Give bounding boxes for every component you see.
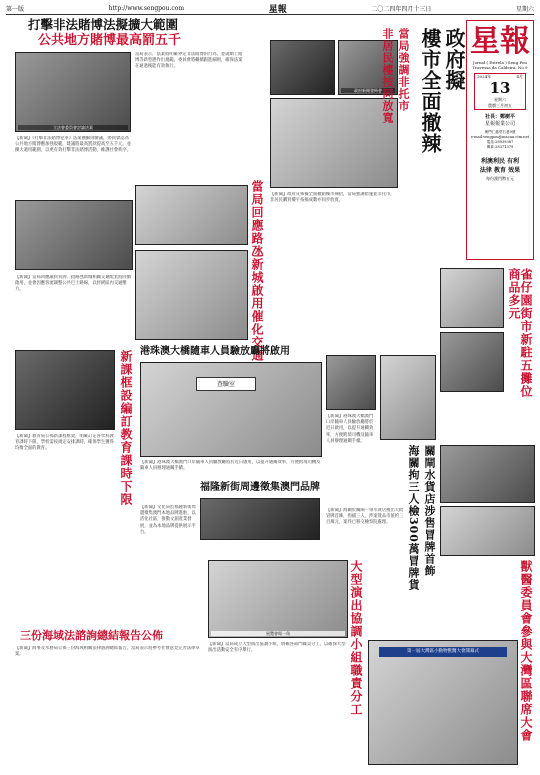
seizure-headline-2: 海關拘三人檢300萬冒牌貨: [407, 445, 420, 591]
publisher-label: 社長: [484, 113, 495, 120]
contact-line: 傳真:28371379: [486, 144, 514, 149]
conference-photo: [15, 200, 133, 270]
market-photo-2: [440, 332, 504, 392]
date-lunar: 農曆三月初五: [488, 102, 512, 108]
publisher-name: 鄭樹平: [500, 113, 516, 120]
motto-line-2: 法律 教育 效果: [479, 166, 521, 174]
policy-photo-caption: 政府新聞發佈會: [341, 88, 395, 93]
gambling-subheadline: 公共地方賭博最高罰五千: [38, 33, 182, 48]
page-label: 第一版: [6, 6, 25, 13]
market-photo-1: [440, 268, 504, 328]
contact-line: 澳門仁慈堂右巷9號: [484, 129, 516, 134]
checkpoint-text: 【新聞】港珠澳大橋澳門口岸隨車人員驗放廳將於近日啟用，以提升通關效率，方便跨境司機及隨車人員辦理通關手續。: [326, 414, 374, 444]
border-sign: 查驗室: [196, 377, 256, 391]
vet-conference-photo: [368, 640, 518, 765]
policy-headline-1: 政府擬: [442, 28, 466, 91]
border-photo: [140, 362, 322, 457]
curriculum-headline: 新課框設編訂教育課時下限: [119, 350, 133, 506]
gambling-col2-text: 當局表示，法案將明確界定非法賭博的行為，並就網上賭博等新型態作出規範。委員會將繼續跟進細則，確保法案在通過後能有效執行。: [135, 52, 243, 70]
contact-line: 電話:28939387: [486, 139, 514, 144]
curriculum-text: 【新聞】教青局公佈新課程框架，明確訂定各學科教育課時下限，學校需按規定安排課時，確保學生獲得均衡全面的教育。: [15, 434, 114, 452]
border-headline: 港珠澳大橋隨車人員驗放廳將啟用: [140, 346, 290, 357]
trade-headline: 雀仔園街市新駐五攤位商品多元: [507, 268, 533, 398]
seizure-headline-1: 關閘水貨店涉售冒牌首飾: [423, 445, 436, 577]
policy-text: 【新聞】政府宣佈擬全面撤銷樓市辣招，當局強調措施並非托市，非居民購買樓宇按揭成數亦同步放寬。: [270, 192, 395, 204]
law-text: 【新聞】海事及水務局公佈三份海域相關法律諮詢總結報告，當局表示將參考社會意見完善法律草案。: [15, 646, 200, 658]
header-weekday: 星期六: [515, 6, 534, 13]
seizure-text: 【新聞】海關於關閘一帶水貨店搜出大批冒牌首飾，拘捕三人，涉案貨品市值約三百萬元，案件已移交檢察院處理。: [326, 508, 404, 526]
policy-kicker-2: 非居民樓按同放寬: [381, 28, 394, 124]
seized-goods-photo-2: [440, 506, 535, 556]
seized-goods-photo-1: [440, 445, 535, 503]
motto-line-1: 利澳利民 有利: [480, 157, 520, 165]
housing-photo: [270, 98, 398, 188]
header-paper-name: 星報: [268, 5, 287, 15]
masthead-address: Travessa da Caldeira, No.9: [472, 65, 528, 70]
website[interactable]: http://www.sengpou.com: [108, 5, 185, 12]
exhibition-photo-caption: 展覽會場一角: [211, 631, 345, 636]
vet-headline: 獸醫委員會參與大灣區聯席大會: [519, 560, 533, 742]
date-year: 2024年: [477, 74, 492, 79]
price: 每份澳門幣五元: [486, 175, 514, 181]
contact-block: [467, 130, 533, 150]
fashion-photo: [200, 498, 320, 540]
rail-text: 【新聞】當局回應議員質詢，指路氹新城相關交通配套將陸續啟用，並會因應客流調整公共巴士路線，以紓緩區內交通壓力。: [15, 275, 132, 293]
exhibition-headline: 大型演出協調小組職責分工: [349, 560, 363, 716]
gambling-photo-caption: 立法會委員會討論法案: [18, 125, 128, 130]
page-header: [6, 3, 534, 15]
date-day: 13: [489, 79, 511, 97]
rail-headline: 當局回應路氹新城啟用催化交通: [250, 180, 264, 362]
header-date: 二〇二四年四月十三日: [371, 6, 432, 13]
vet-banner: 第一屆大灣區小動物獸醫大會開幕式: [379, 647, 507, 657]
masthead-title: 星報: [470, 24, 530, 59]
fashion-text: 【新聞】文化局於福隆新街周邊徵集澳門本地品牌進駐，以活化社區，推動文創產業發展，並為本地品牌提供展示平台。: [140, 505, 196, 535]
company-name: 星報報業公司: [484, 120, 515, 127]
checkpoint-photo: [326, 355, 376, 410]
gambling-photo: [15, 52, 131, 132]
fashion-headline: 福隆新街周邊徵集澳門品牌: [200, 482, 320, 493]
press-photo-1: [270, 40, 335, 95]
exhibition-photo: [208, 560, 348, 638]
exhibition-text: 【新聞】當局成立大型演出協調小組，明確各部門職責分工，以確保大型演出活動安全有序舉行。: [208, 642, 346, 654]
gambling-headline: 打擊非法賭博法擬擴大範圍: [28, 17, 179, 32]
border-text: 【新聞】港珠澳大橋澳門口岸隨車人員驗放廳將於近日啟用，以提升通關效率，方便跨境司機及隨車人員辦理通關手續。: [140, 460, 321, 472]
contact-line[interactable]: e-mail:sengpou@macau.ctm.net: [470, 134, 530, 139]
roundtable-photo: [135, 250, 248, 340]
official-photo: [15, 350, 115, 430]
policy-headline-2: 樓市全面撤辣: [418, 28, 442, 154]
meeting-photo: [135, 185, 248, 245]
policy-kicker-1: 當局強調非托市: [397, 28, 410, 112]
gambling-lead-text: 【新聞】《打擊非法賭博犯罪》法案獲細則審議，委員會認為公共地方賭博應加強規範，建議將最高罰款提高至五千元，並擴大適用範圍，以更有效打擊非法賭博活動，維護社會秩序。: [15, 136, 131, 154]
date-box: [474, 73, 526, 110]
masthead: 星報 Jornal ( Estrela ) Seng Pou Travessa da Caldeira, No.9 2024年 4月 13 星期六 農曆三月初五 社長：鄭樹平 星報報業公司 澳門仁慈堂右巷9號 e-mail:sengpou@macau.ctm.net 電話:28939387 傳真:28371379 利澳利民 有利 法律 教育 效果 每份澳門幣五元: [466, 20, 534, 260]
date-weekday: 星期六: [494, 96, 506, 102]
law-headline: 三份海域法諮詢總結報告公佈: [20, 629, 163, 642]
waiting-hall-photo: [380, 355, 436, 440]
masthead-latin-name: Jornal ( Estrela ) Seng Pou: [473, 60, 527, 65]
date-month: 4月: [516, 74, 523, 79]
